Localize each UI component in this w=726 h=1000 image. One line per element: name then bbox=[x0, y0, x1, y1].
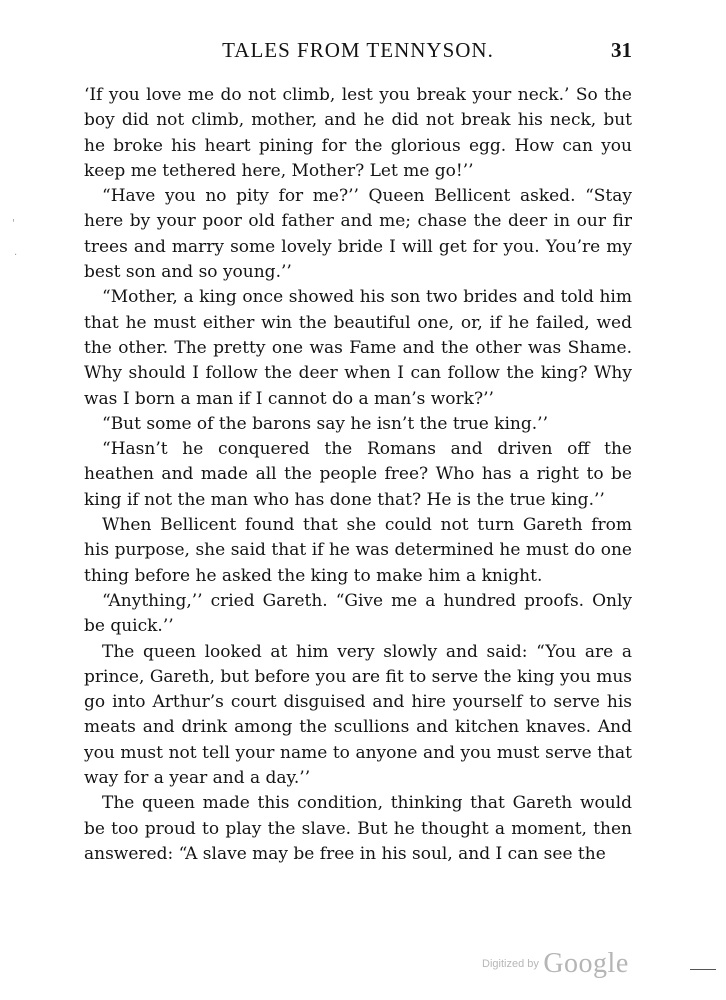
paragraph: The queen made this condition, thinking that Gareth would be too proud to play the slave. But he thought a moment, then answered: “A slave may be free in his soul, and I can see the bbox=[84, 793, 632, 864]
body-text bbox=[84, 83, 632, 867]
paragraph: “Mother, a king once showed his son two brides and told him that he must either win the beautiful one, or, if he failed, wed the other. The pretty one was Fame and the other was Shame. Why should I follow the deer when I can follow the king? Why was I born a man if I cannot do a man’s work?’’ bbox=[84, 287, 632, 409]
digitized-watermark bbox=[482, 948, 629, 980]
paragraph: “Have you no pity for me?’’ Queen Bellicent asked. “Stay here by your poor old father and me; chase the deer in our fir trees and marry some lovely bride I will get for you. You’re my best son and so young.’’ bbox=[84, 186, 632, 283]
scan-speck: · bbox=[14, 250, 18, 261]
paragraph: “Anything,’’ cried Gareth. “Give me a hundred proofs. Only be quick.’’ bbox=[84, 590, 632, 637]
paragraph: “But some of the barons say he isn’t the true king.’’ bbox=[102, 413, 548, 434]
watermark-prefix: Digitized by bbox=[482, 958, 539, 970]
paragraph: “Hasn’t he conquered the Romans and driven off the heathen and made all the people free? Who has a right to be king if not the man who has done that? He is the true king.’’ bbox=[84, 439, 632, 510]
edge-dash bbox=[690, 969, 716, 970]
paragraph: When Bellicent found that she could not turn Gareth from his purpose, she said that if he was determined he must do one thing before he asked the king to make him a knight. bbox=[84, 515, 632, 586]
page-number: 31 bbox=[611, 38, 632, 62]
running-title: TALES FROM TENNYSON. bbox=[222, 38, 494, 62]
paragraph: ‘If you love me do not climb, lest you break your neck.’ So the boy did not climb, mother, and he did not break his neck, but he broke his heart pining for the glorious egg. How can you keep me tethered here, Mother? Let me go!’’ bbox=[84, 85, 632, 181]
google-logo: Google bbox=[543, 948, 629, 979]
paragraph: The queen looked at him very slowly and said: “You are a prince, Gareth, but before you are fit to serve the king you mus go into Arthur’s court disguised and hire yourself to serve his meats and drink among the scullions and kitchen knaves. And you must not tell your name to anyone and you must serve that way for a year and a day.’’ bbox=[84, 641, 632, 789]
running-header bbox=[84, 38, 632, 68]
scan-speck: ' bbox=[12, 218, 15, 229]
